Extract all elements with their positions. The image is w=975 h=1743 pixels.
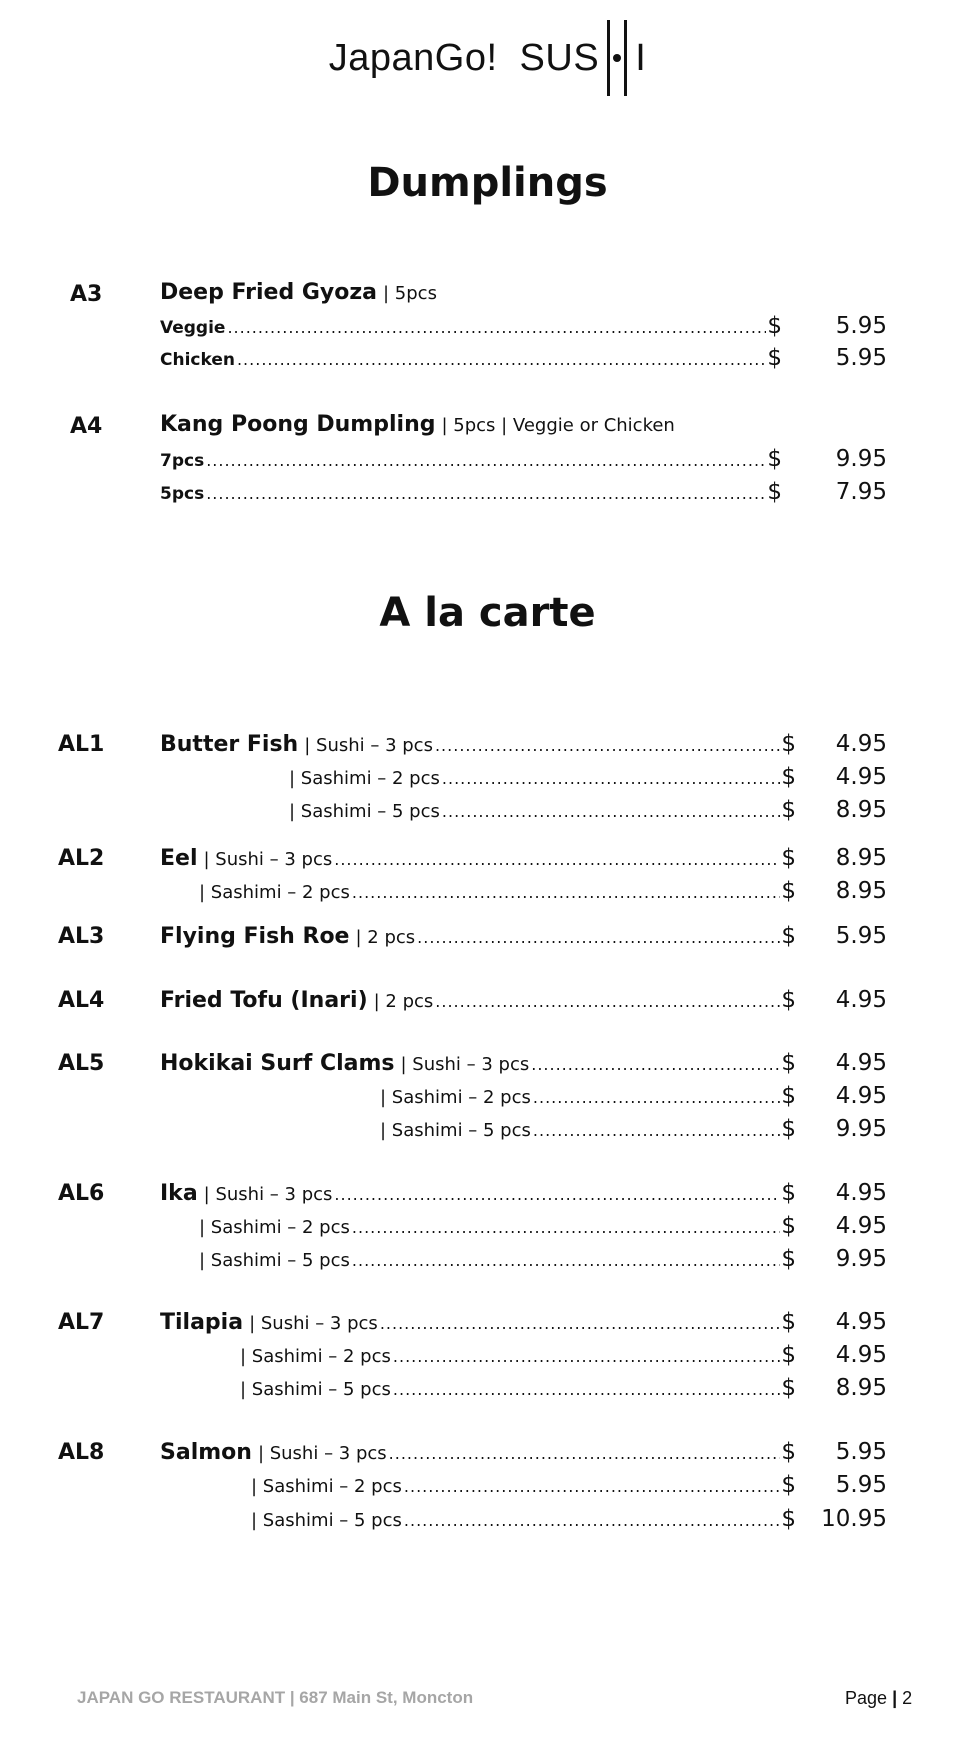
item-name: Salmon <box>160 1440 252 1465</box>
item-name: Hokikai Surf Clams <box>160 1051 395 1076</box>
price: 9.95 <box>835 1116 887 1142</box>
item-code: AL8 <box>58 1440 105 1465</box>
currency: $ <box>781 987 796 1013</box>
menu-item-al6 <box>160 1180 796 1206</box>
brand-suffix-right: I <box>635 36 647 79</box>
item-detail: | Sashimi – 5 pcs <box>251 1510 402 1531</box>
item-detail: | Sashimi – 5 pcs <box>289 801 440 822</box>
currency: $ <box>781 845 796 871</box>
price: 8.95 <box>835 797 887 823</box>
currency: $ <box>781 1375 796 1401</box>
item-detail: | Sashimi – 2 pcs <box>380 1087 531 1108</box>
dot-leader <box>404 1477 780 1496</box>
currency: $ <box>781 797 796 823</box>
dot-leader <box>380 1314 781 1333</box>
price: 7.95 <box>835 479 887 505</box>
page-number: 2 <box>902 1688 913 1708</box>
item-detail: | Sushi – 3 pcs <box>203 849 333 870</box>
dot-leader <box>227 318 766 337</box>
footer-page <box>845 1688 912 1709</box>
page-label: Page <box>845 1688 888 1708</box>
currency: $ <box>781 878 796 904</box>
item-code: AL2 <box>58 846 105 871</box>
section-title-dumplings: Dumplings <box>367 160 608 206</box>
section-title-alacarte: A la carte <box>379 590 596 636</box>
currency: $ <box>781 1439 796 1465</box>
dot-leader <box>393 1380 780 1399</box>
price-line <box>289 797 796 823</box>
price: 5.95 <box>835 313 887 339</box>
dot-leader <box>435 992 780 1011</box>
currency: $ <box>781 1213 796 1239</box>
item-name: Kang Poong Dumpling <box>160 412 436 437</box>
item-code: AL1 <box>58 732 105 757</box>
menu-item-al8 <box>160 1439 796 1465</box>
item-code: AL4 <box>58 988 105 1013</box>
dot-leader <box>237 350 766 369</box>
dot-leader <box>442 769 780 788</box>
item-code: A4 <box>70 414 103 439</box>
item-detail: | Sushi – 3 pcs <box>304 735 433 756</box>
currency: $ <box>781 1309 796 1335</box>
price-line <box>380 1116 796 1142</box>
price-line <box>160 313 782 339</box>
option-label: Veggie <box>160 318 226 338</box>
price: 4.95 <box>835 1213 887 1239</box>
currency: $ <box>767 446 782 472</box>
dot-leader <box>206 451 766 470</box>
option-label: Chicken <box>160 350 235 370</box>
price-line <box>160 479 782 505</box>
option-label: 7pcs <box>160 451 205 471</box>
item-name: Fried Tofu (Inari) <box>160 988 368 1013</box>
currency: $ <box>781 1180 796 1206</box>
dot-leader <box>352 883 780 902</box>
dot-leader <box>533 1121 780 1140</box>
price: 4.95 <box>835 1309 887 1335</box>
currency: $ <box>767 345 782 371</box>
currency: $ <box>781 1246 796 1272</box>
option-label: 5pcs <box>160 484 205 504</box>
price-line <box>380 1083 796 1109</box>
currency: $ <box>781 731 796 757</box>
item-detail: | 5pcs <box>383 283 437 304</box>
item-code: AL5 <box>58 1051 105 1076</box>
item-detail: | 2 pcs <box>355 927 416 948</box>
item-name: Ika <box>160 1181 198 1206</box>
price: 9.95 <box>835 1246 887 1272</box>
item-name: Deep Fried Gyoza <box>160 280 378 305</box>
item-detail: | Sushi – 3 pcs <box>257 1443 387 1464</box>
dot-leader <box>417 928 780 947</box>
item-detail: | Sashimi – 5 pcs <box>240 1379 391 1400</box>
menu-item-a3 <box>160 280 780 305</box>
item-name: Butter Fish <box>160 732 299 757</box>
currency: $ <box>781 1050 796 1076</box>
price: 4.95 <box>835 764 887 790</box>
brand-suffix-left: SUS <box>519 36 600 79</box>
price: 8.95 <box>835 1375 887 1401</box>
price: 5.95 <box>835 1472 887 1498</box>
price: 5.95 <box>835 923 887 949</box>
menu-item-al3 <box>160 923 796 949</box>
price: 5.95 <box>835 345 887 371</box>
item-code: AL7 <box>58 1310 105 1335</box>
price-line <box>199 878 796 904</box>
price-line <box>251 1506 796 1532</box>
item-name: Flying Fish Roe <box>160 924 350 949</box>
price: 4.95 <box>835 1050 887 1076</box>
menu-item-al7 <box>160 1309 796 1335</box>
price: 4.95 <box>835 987 887 1013</box>
currency: $ <box>781 1083 796 1109</box>
price-line <box>240 1375 796 1401</box>
sushi-logo-mark <box>520 20 647 96</box>
item-code: AL6 <box>58 1181 105 1206</box>
menu-item-al1 <box>160 731 796 757</box>
price-line <box>289 764 796 790</box>
price-line <box>199 1213 796 1239</box>
price: 8.95 <box>835 878 887 904</box>
item-detail: | Sashimi – 2 pcs <box>251 1476 402 1497</box>
currency: $ <box>781 1342 796 1368</box>
price: 8.95 <box>835 845 887 871</box>
price-line <box>160 345 782 371</box>
item-code: AL3 <box>58 924 105 949</box>
dot-leader <box>352 1251 780 1270</box>
currency: $ <box>781 764 796 790</box>
menu-item-a4 <box>160 412 860 437</box>
price-line <box>160 446 782 472</box>
chopsticks-icon <box>601 20 633 96</box>
dot-leader <box>334 1185 780 1204</box>
item-detail: | Sashimi – 5 pcs <box>380 1120 531 1141</box>
item-detail: | Sashimi – 2 pcs <box>199 882 350 903</box>
item-detail: | Sashimi – 5 pcs <box>199 1250 350 1271</box>
menu-item-al5 <box>160 1050 796 1076</box>
price: 10.95 <box>821 1506 887 1532</box>
item-name: Tilapia <box>160 1310 244 1335</box>
item-detail: | Sushi – 3 pcs <box>400 1054 530 1075</box>
price-line <box>251 1472 796 1498</box>
dot-leader <box>334 850 780 869</box>
dot-leader <box>352 1218 780 1237</box>
item-detail: | Sushi – 3 pcs <box>203 1184 333 1205</box>
item-detail: | Sushi – 3 pcs <box>249 1313 378 1334</box>
brand-name: JapanGo! <box>328 36 498 79</box>
page-separator: | <box>892 1688 898 1708</box>
price-line <box>240 1342 796 1368</box>
item-detail: | 2 pcs <box>373 991 434 1012</box>
dot-leader <box>442 802 780 821</box>
item-detail: | Sashimi – 2 pcs <box>289 768 440 789</box>
currency: $ <box>767 479 782 505</box>
currency: $ <box>781 1506 796 1532</box>
dot-leader <box>435 736 780 755</box>
currency: $ <box>781 923 796 949</box>
price: 4.95 <box>835 1083 887 1109</box>
footer-restaurant: JAPAN GO RESTAURANT | 687 Main St, Moncton <box>77 1688 474 1707</box>
dot-leader <box>389 1444 781 1463</box>
item-detail: | 5pcs | Veggie or Chicken <box>441 415 675 436</box>
dot-leader <box>206 484 766 503</box>
price: 4.95 <box>835 1342 887 1368</box>
logo <box>0 20 975 96</box>
item-detail: | Sashimi – 2 pcs <box>240 1346 391 1367</box>
currency: $ <box>781 1116 796 1142</box>
dot-leader <box>393 1347 780 1366</box>
menu-item-al4 <box>160 987 796 1013</box>
currency: $ <box>781 1472 796 1498</box>
dot-leader <box>533 1088 780 1107</box>
item-code: A3 <box>70 282 103 307</box>
item-name: Eel <box>160 846 198 871</box>
price: 4.95 <box>835 1180 887 1206</box>
price: 5.95 <box>835 1439 887 1465</box>
price-line <box>199 1246 796 1272</box>
item-detail: | Sashimi – 2 pcs <box>199 1217 350 1238</box>
dot-leader <box>404 1511 780 1530</box>
price: 9.95 <box>835 446 887 472</box>
price: 4.95 <box>835 731 887 757</box>
dot-leader <box>531 1055 780 1074</box>
menu-item-al2 <box>160 845 796 871</box>
currency: $ <box>767 313 782 339</box>
